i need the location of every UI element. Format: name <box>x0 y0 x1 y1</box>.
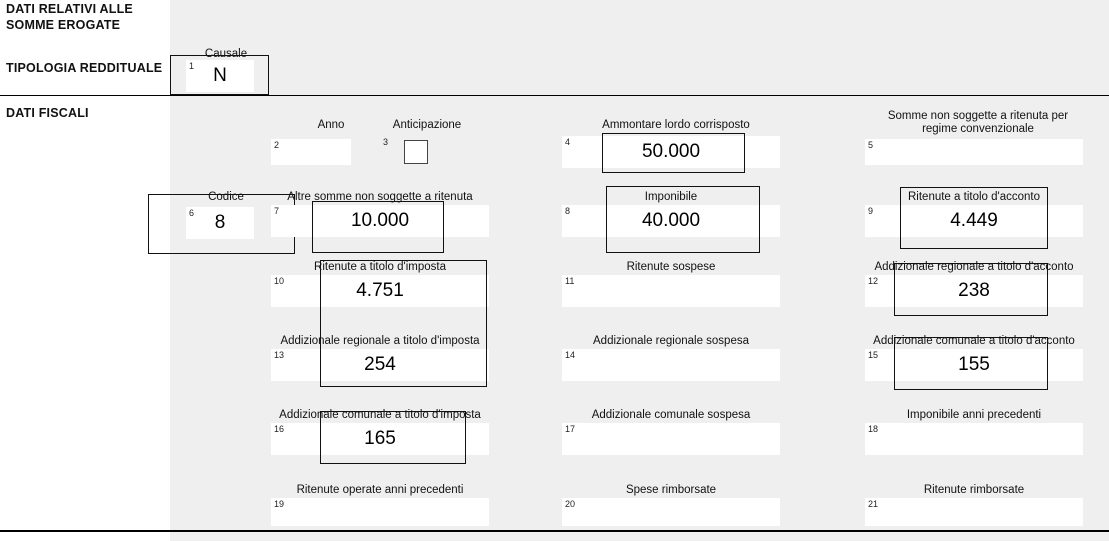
field-number-11: 11 <box>565 276 575 286</box>
caption-anticipazione: Anticipazione <box>392 119 462 131</box>
field-value-add-reg-imposta: 254 <box>364 354 396 375</box>
field-number-21: 21 <box>868 499 879 509</box>
field-number-10: 10 <box>274 276 285 286</box>
caption-codice: Codice <box>208 191 244 203</box>
field-add-reg-sospesa[interactable] <box>562 349 780 381</box>
field-value-add-reg-acconto: 238 <box>958 280 990 301</box>
field-number-7: 7 <box>274 206 280 216</box>
field-add-reg-imposta[interactable] <box>271 349 489 381</box>
caption-ritenute-anni-prec: Ritenute operate anni precedenti <box>296 484 464 496</box>
caption-somme-non-soggette: Somme non soggette a ritenuta per regime convenzionale <box>887 110 1069 136</box>
caption-causale: Causale <box>204 48 248 60</box>
caption-imponibile: Imponibile <box>644 191 698 203</box>
caption-anno: Anno <box>317 119 345 131</box>
field-value-add-com-imposta: 165 <box>364 428 396 449</box>
caption-ritenute-imposta: Ritenute a titolo d'imposta <box>314 261 446 273</box>
field-value-causale: N <box>213 65 227 86</box>
field-ritenute-sospese[interactable] <box>562 275 780 307</box>
caption-add-reg-sospesa: Addizionale regionale sospesa <box>593 335 749 347</box>
section-title-tipologia-reddituale: TIPOLOGIA REDDITUALE <box>6 61 163 75</box>
field-number-5: 5 <box>868 140 874 150</box>
section-title-dati-fiscali: DATI FISCALI <box>6 106 89 120</box>
field-number-3: 3 <box>383 137 389 147</box>
field-number-20: 20 <box>565 499 576 509</box>
divider-bottom <box>0 530 1109 532</box>
field-number-14: 14 <box>565 350 576 360</box>
field-value-add-com-acconto: 155 <box>958 354 990 375</box>
left-label-column <box>0 0 170 541</box>
section-title-somme-erogate: DATI RELATIVI ALLE SOMME EROGATE <box>6 2 133 32</box>
caption-add-reg-acconto: Addizionale regionale a titolo d'acconto <box>874 261 1074 273</box>
checkbox-anticipazione[interactable] <box>404 140 428 164</box>
caption-spese-rimborsate: Spese rimborsate <box>625 484 717 496</box>
field-number-2: 2 <box>274 140 280 150</box>
field-number-13: 13 <box>274 350 285 360</box>
field-number-12: 12 <box>868 276 879 286</box>
field-number-18: 18 <box>868 424 879 434</box>
field-add-com-imposta[interactable] <box>271 423 489 455</box>
caption-ritenute-rimborsate: Ritenute rimborsate <box>923 484 1025 496</box>
divider-top <box>0 95 1109 96</box>
field-number-4: 4 <box>565 137 571 147</box>
field-value-ritenute-acconto: 4.449 <box>950 210 998 231</box>
field-number-15: 15 <box>868 350 879 360</box>
field-add-reg-acconto[interactable] <box>865 275 1083 307</box>
field-number-16: 16 <box>274 424 285 434</box>
field-add-com-acconto[interactable] <box>865 349 1083 381</box>
field-causale[interactable] <box>186 60 254 92</box>
field-value-imponibile: 40.000 <box>641 210 701 231</box>
field-ritenute-imposta[interactable] <box>271 275 489 307</box>
field-value-ritenute-imposta: 4.751 <box>356 280 404 301</box>
field-number-9: 9 <box>868 206 874 216</box>
caption-add-com-sospesa: Addizionale comunale sospesa <box>591 409 751 421</box>
field-imponibile[interactable] <box>562 205 780 237</box>
field-imponibile-anni-prec[interactable] <box>865 423 1083 455</box>
caption-imponibile-anni-prec: Imponibile anni precedenti <box>906 409 1042 421</box>
field-number-19: 19 <box>274 499 285 509</box>
field-ritenute-rimborsate[interactable] <box>865 498 1083 526</box>
caption-add-reg-imposta: Addizionale regionale a titolo d'imposta <box>280 335 480 347</box>
field-ritenute-anni-prec[interactable] <box>271 498 489 526</box>
field-altre-somme[interactable] <box>271 205 489 237</box>
field-number-6: 6 <box>189 208 195 218</box>
field-value-codice: 8 <box>214 212 226 233</box>
field-value-ammontare-lordo: 50.000 <box>641 141 701 162</box>
field-number-1: 1 <box>189 61 195 71</box>
field-number-8: 8 <box>565 206 571 216</box>
caption-add-com-imposta: Addizionale comunale a titolo d'imposta <box>279 409 481 421</box>
field-spese-rimborsate[interactable] <box>562 498 780 526</box>
caption-ritenute-acconto: Ritenute a titolo d'acconto <box>908 191 1040 203</box>
field-ritenute-acconto[interactable] <box>865 205 1083 237</box>
field-value-altre-somme: 10.000 <box>350 210 410 231</box>
caption-ritenute-sospese: Ritenute sospese <box>626 261 716 273</box>
field-somme-non-soggette[interactable] <box>865 139 1083 165</box>
field-ammontare-lordo[interactable] <box>562 136 780 168</box>
caption-altre-somme: Altre somme non soggette a ritenuta <box>287 191 473 203</box>
field-number-17: 17 <box>565 424 576 434</box>
field-anno[interactable] <box>271 139 351 165</box>
field-codice[interactable] <box>186 207 254 239</box>
caption-add-com-acconto: Addizionale comunale a titolo d'acconto <box>873 335 1075 347</box>
caption-ammontare-lordo: Ammontare lordo corrisposto <box>602 119 750 131</box>
field-add-com-sospesa[interactable] <box>562 423 780 455</box>
